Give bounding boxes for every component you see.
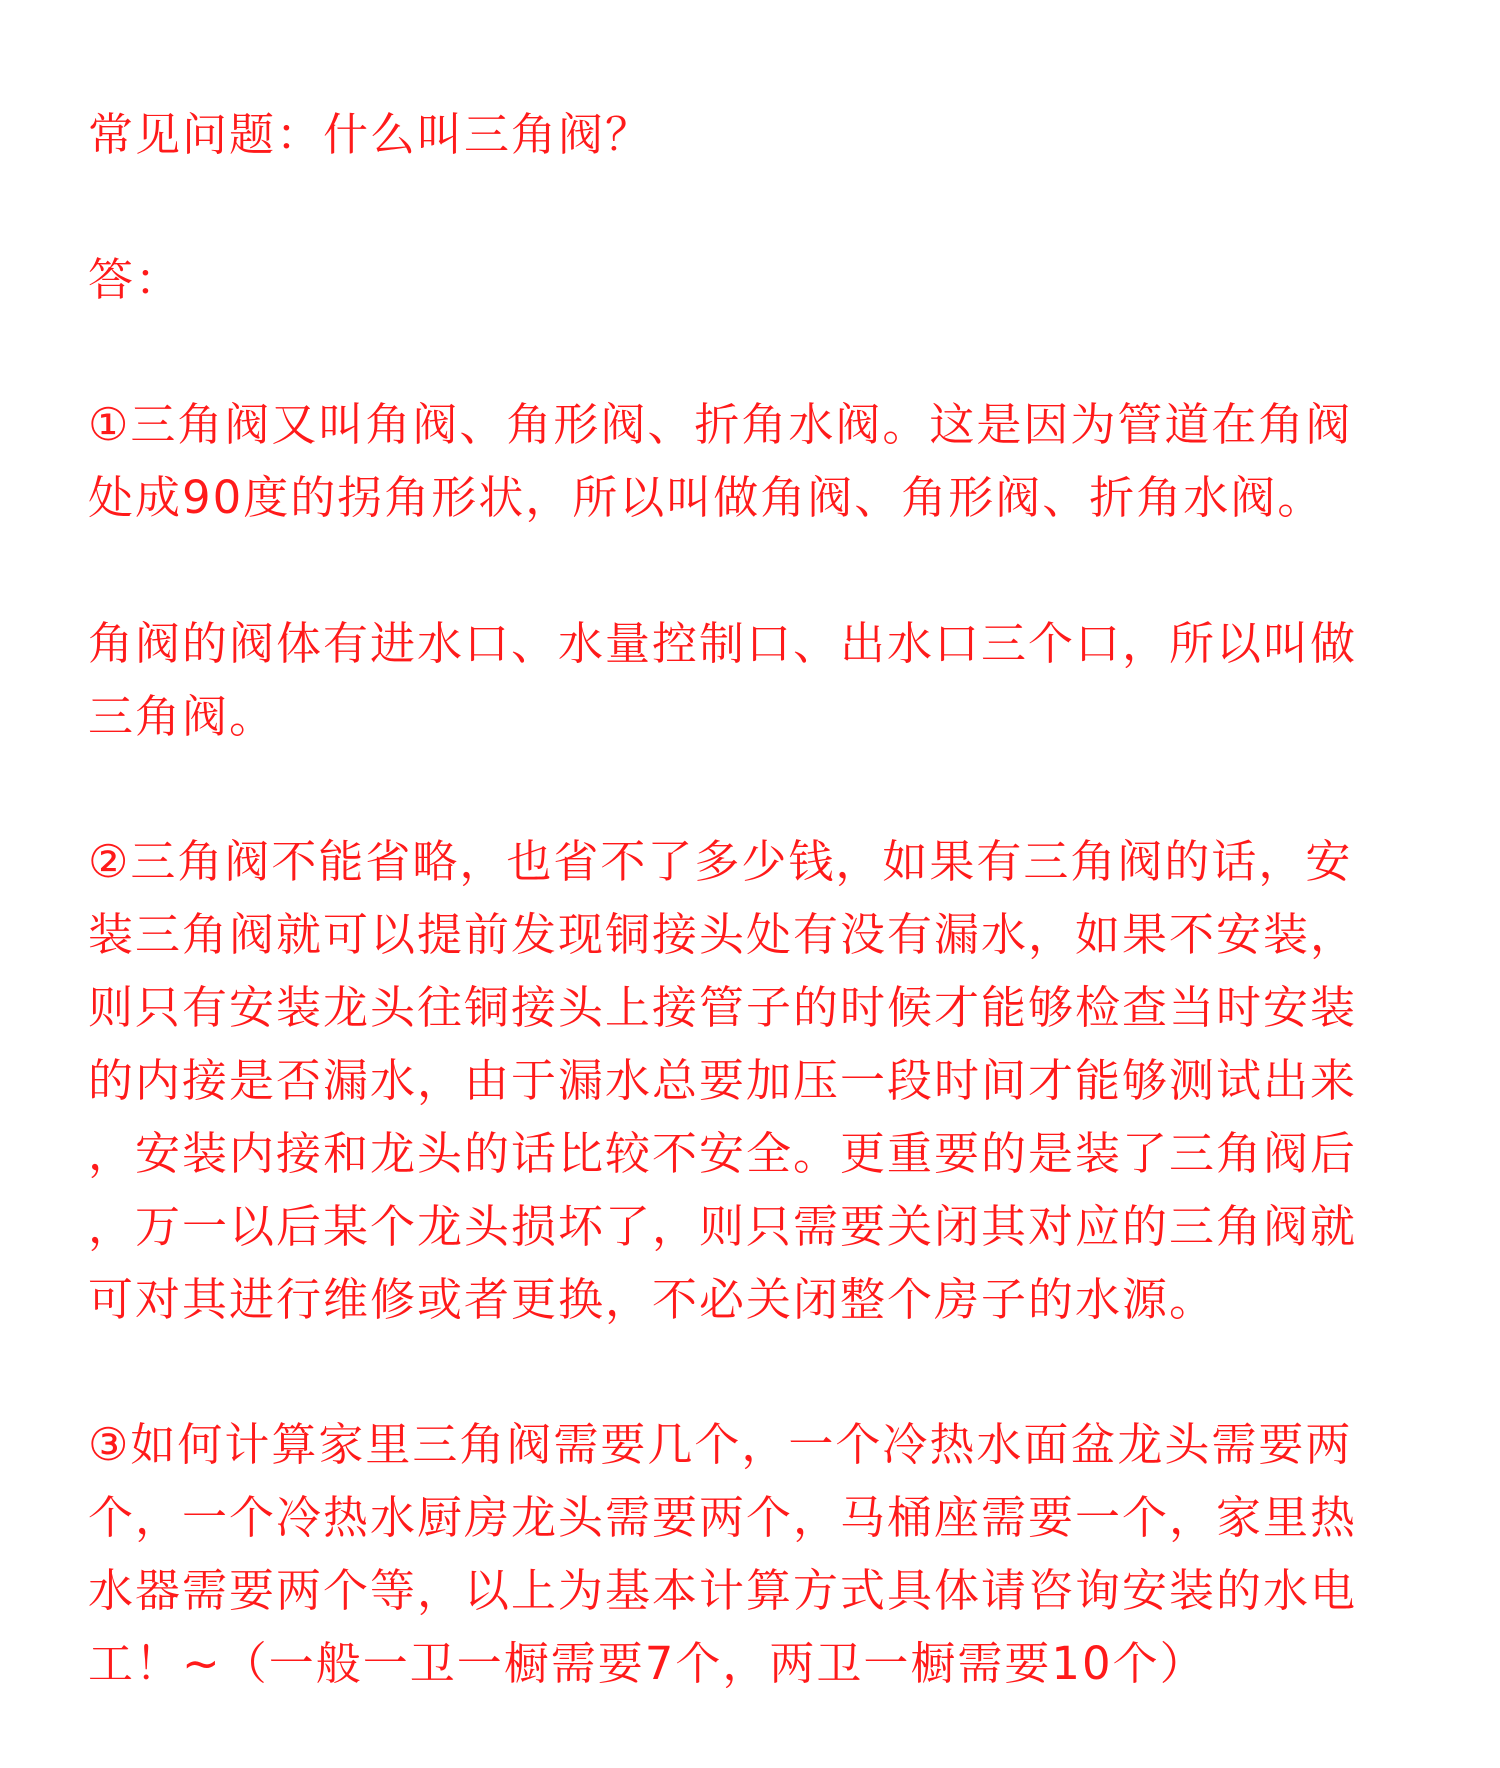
text-line: 答： bbox=[88, 253, 183, 306]
text-line: 常见问题：什么叫三角阀？ bbox=[88, 108, 653, 161]
text-line: 则只有安装龙头往铜接头上接管子的时候才能够检查当时安装 bbox=[88, 981, 1358, 1034]
text-line: 处成90度的拐角形状，所以叫做角阀、角形阀、折角水阀。 bbox=[88, 471, 1325, 524]
answer-label bbox=[88, 243, 1408, 316]
text-line: 角阀的阀体有进水口、水量控制口、出水口三个口，所以叫做 bbox=[88, 617, 1358, 670]
paragraph-4 bbox=[88, 1408, 1408, 1700]
text-line: ②三角阀不能省略，也省不了多少钱，如果有三角阀的话，安 bbox=[88, 835, 1353, 888]
text-line: ，万一以后某个龙头损坏了，则只需要关闭其对应的三角阀就 bbox=[88, 1200, 1358, 1253]
text-line: 三角阀。 bbox=[88, 690, 277, 743]
paragraph-2 bbox=[88, 607, 1408, 753]
text-line: 工！~（一般一卫一橱需要7个，两卫一橱需要10个） bbox=[88, 1637, 1207, 1690]
text-line: ③如何计算家里三角阀需要几个，一个冷热水面盆龙头需要两 bbox=[88, 1418, 1353, 1471]
paragraph-3 bbox=[88, 825, 1408, 1336]
question-heading bbox=[88, 98, 1408, 171]
paragraph-1 bbox=[88, 388, 1408, 534]
text-line: 的内接是否漏水，由于漏水总要加压一段时间才能够测试出来 bbox=[88, 1054, 1358, 1107]
text-line: 个，一个冷热水厨房龙头需要两个，马桶座需要一个，家里热 bbox=[88, 1491, 1358, 1544]
text-line: ，安装内接和龙头的话比较不安全。更重要的是装了三角阀后 bbox=[88, 1127, 1358, 1180]
text-line: 水器需要两个等，以上为基本计算方式具体请咨询安装的水电 bbox=[88, 1564, 1358, 1617]
text-line: 可对其进行维修或者更换，不必关闭整个房子的水源。 bbox=[88, 1273, 1217, 1326]
text-line: 装三角阀就可以提前发现铜接头处有没有漏水，如果不安装， bbox=[88, 908, 1358, 961]
text-line: ①三角阀又叫角阀、角形阀、折角水阀。这是因为管道在角阀 bbox=[88, 398, 1353, 451]
